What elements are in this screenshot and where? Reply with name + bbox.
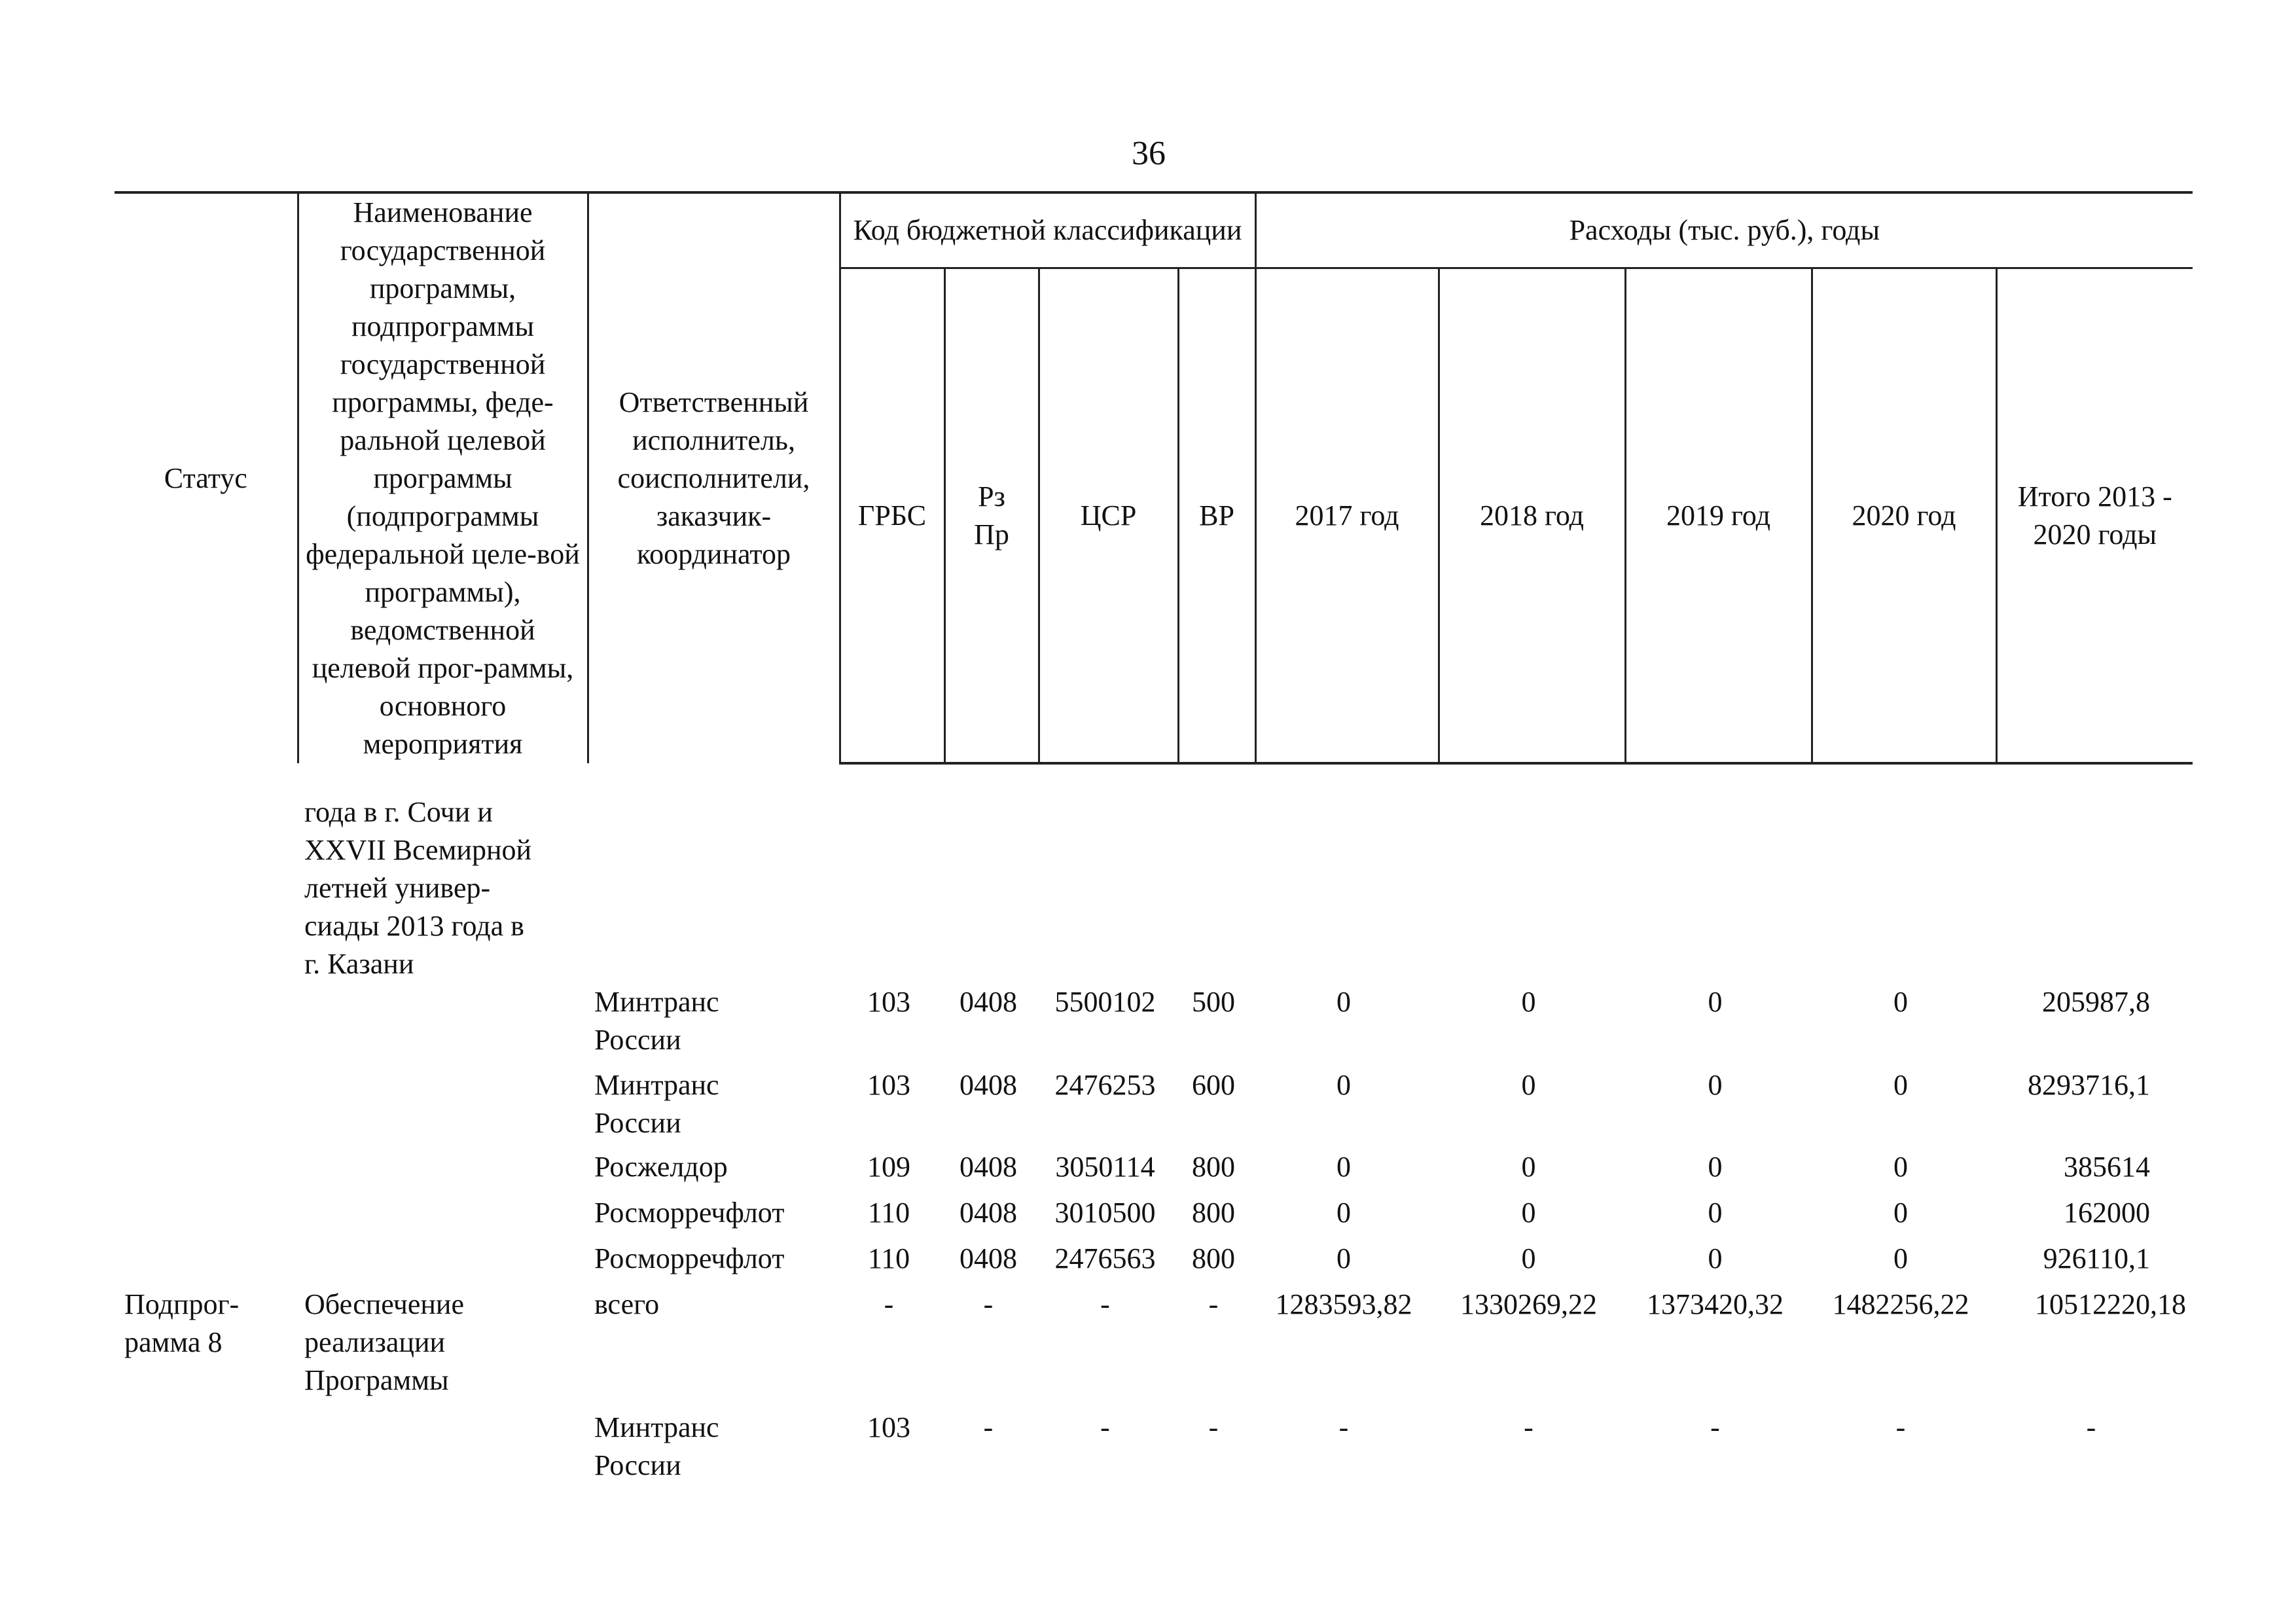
row-2017: 0 <box>1336 1151 1351 1183</box>
row-2019: 0 <box>1708 1151 1723 1183</box>
continuation-text: года в г. Сочи и XXVII Всемирной летней универ- сиады 2013 года в г. Казани <box>304 796 532 980</box>
header-2019: 2019 год <box>1625 268 1812 764</box>
header-2020: 2020 год <box>1812 268 1996 764</box>
row-2018: 0 <box>1521 1197 1536 1229</box>
header-2018: 2018 год <box>1439 268 1625 764</box>
header-status: Статус <box>115 192 298 763</box>
row-csr: 5500102 <box>1054 986 1156 1018</box>
row-2018: 0 <box>1521 1151 1536 1183</box>
row-csr: 2476563 <box>1054 1242 1156 1274</box>
row-2020: 0 <box>1893 1151 1908 1183</box>
row-grbs: 110 <box>867 1197 910 1229</box>
row-grbs: 103 <box>867 1411 910 1443</box>
row-vr: - <box>1208 1411 1219 1443</box>
row-grbs: - <box>884 1288 894 1320</box>
row-responsible: Минтранс России <box>594 1069 719 1139</box>
row-2018: 0 <box>1521 1242 1536 1274</box>
row-csr: 2476253 <box>1054 1069 1156 1101</box>
row-csr: - <box>1100 1411 1110 1443</box>
subprogram-name: Обеспечение реализации Программы <box>304 1288 464 1396</box>
header-total: Итого 2013 - 2020 годы <box>1996 268 2193 764</box>
row-vr: 500 <box>1192 986 1235 1018</box>
row-grbs: 103 <box>867 1069 910 1101</box>
row-2019: 0 <box>1708 986 1723 1018</box>
row-csr: 3010500 <box>1054 1197 1156 1229</box>
page-number: 36 <box>1132 135 1166 172</box>
row-2019: 0 <box>1708 1197 1723 1229</box>
row-vr: - <box>1208 1288 1219 1320</box>
header-budget-code: Код бюджетной классификации <box>840 192 1255 268</box>
row-vr: 800 <box>1192 1242 1235 1274</box>
header-vr: ВР <box>1178 268 1255 764</box>
row-2018: 0 <box>1521 1069 1536 1101</box>
row-total: 10512220,18 <box>2035 1288 2186 1320</box>
row-rzpr: - <box>983 1411 994 1443</box>
row-total: 8293716,1 <box>2028 1069 2150 1101</box>
row-grbs: 109 <box>867 1151 910 1183</box>
row-2020: 0 <box>1893 1197 1908 1229</box>
row-total: 926110,1 <box>2043 1242 2150 1274</box>
row-total: 385614 <box>2064 1151 2150 1183</box>
row-2017: 0 <box>1336 1197 1351 1229</box>
header-responsible: Ответственный исполнитель, соисполнители, заказчик-координатор <box>588 192 840 763</box>
row-responsible: Минтранс России <box>594 1411 719 1481</box>
table-header <box>115 191 2193 765</box>
row-2019: 0 <box>1708 1069 1723 1101</box>
row-2019: 1373420,32 <box>1647 1288 1784 1320</box>
row-rzpr: - <box>983 1288 994 1320</box>
subprogram-status: Подпрог- рамма 8 <box>124 1288 240 1358</box>
row-vr: 800 <box>1192 1197 1235 1229</box>
row-rzpr: 0408 <box>960 1197 1017 1229</box>
header-grbs: ГРБС <box>840 268 944 764</box>
row-responsible: всего <box>594 1288 660 1320</box>
row-2020: 0 <box>1893 1242 1908 1274</box>
header-2017: 2017 год <box>1255 268 1439 764</box>
header-rzpr: Рз Пр <box>944 268 1039 764</box>
row-2017: - <box>1338 1411 1349 1443</box>
row-2017: 0 <box>1336 1242 1351 1274</box>
row-2018: 1330269,22 <box>1460 1288 1597 1320</box>
row-2019: 0 <box>1708 1242 1723 1274</box>
row-vr: 600 <box>1192 1069 1235 1101</box>
row-rzpr: 0408 <box>960 1151 1017 1183</box>
row-responsible: Росморречфлот <box>594 1197 785 1229</box>
row-2017: 0 <box>1336 986 1351 1018</box>
header-csr: ЦСР <box>1039 268 1178 764</box>
header-name: Наименование государственной программы, подпрограммы государственной программы, феде-ральной целевой программы (подпрограммы федеральной целе-вой программы), ведомственной целевой прог-раммы, основного мероприятия <box>298 192 588 763</box>
row-2018: - <box>1524 1411 1534 1443</box>
row-responsible: Росжелдор <box>594 1151 728 1183</box>
row-grbs: 110 <box>867 1242 910 1274</box>
row-responsible: Росморречфлот <box>594 1242 785 1274</box>
row-csr: 3050114 <box>1055 1151 1155 1183</box>
row-2019: - <box>1710 1411 1720 1443</box>
row-csr: - <box>1100 1288 1110 1320</box>
row-2018: 0 <box>1521 986 1536 1018</box>
row-grbs: 103 <box>867 986 910 1018</box>
row-rzpr: 0408 <box>960 986 1017 1018</box>
row-2017: 0 <box>1336 1069 1351 1101</box>
row-2017: 1283593,82 <box>1275 1288 1412 1320</box>
header-expenses: Расходы (тыс. руб.), годы <box>1255 192 2193 268</box>
row-vr: 800 <box>1192 1151 1235 1183</box>
row-responsible: Минтранс России <box>594 986 719 1056</box>
row-2020: 0 <box>1893 986 1908 1018</box>
row-2020: 0 <box>1893 1069 1908 1101</box>
row-total: - <box>2086 1411 2096 1443</box>
row-total: 162000 <box>2064 1197 2150 1229</box>
row-2020: - <box>1895 1411 1906 1443</box>
row-2020: 1482256,22 <box>1832 1288 1969 1320</box>
row-total: 205987,8 <box>2042 986 2150 1018</box>
row-rzpr: 0408 <box>960 1069 1017 1101</box>
row-rzpr: 0408 <box>960 1242 1017 1274</box>
